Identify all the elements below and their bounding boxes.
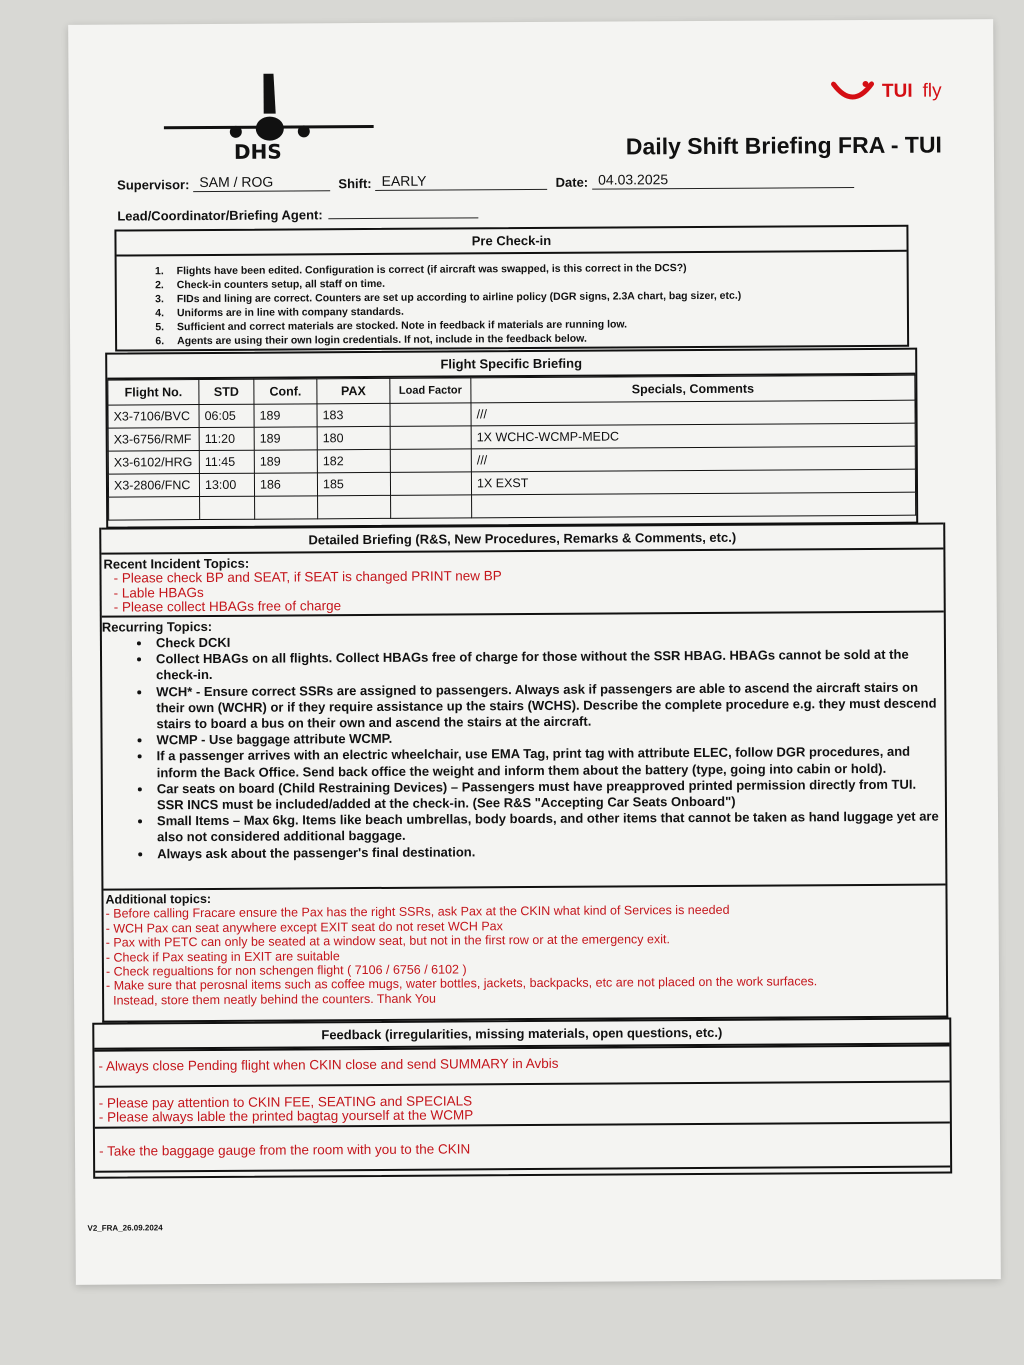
recent-item: - Lable HBAGs (113, 584, 204, 601)
additional-item: Instead, store them neatly behind the counters. Thank You (106, 991, 437, 1008)
cell-flight: X3-7106/BVC (108, 405, 199, 429)
feedback-text: - Please pay attention to CKIN FEE, SEATING and SPECIALS (98, 1093, 473, 1111)
cell-conf: 189 (254, 404, 317, 427)
cell-flight: X3-2806/FNC (108, 474, 199, 498)
additional-item: - Check regualtions for non schengen flight ( 7106 / 6756 / 6102 ) (105, 962, 467, 979)
cell-pax: 185 (317, 472, 390, 495)
feedback-row (94, 1044, 949, 1085)
cell-std: 11:45 (199, 450, 254, 473)
date-value: 04.03.2025 (592, 170, 854, 190)
additional-item: - Pax with PETC can only be seated at a window seat, but not in the first row or at the emergency exit. (105, 932, 670, 950)
cell-flight (109, 497, 200, 521)
flight-briefing-title: Flight Specific Briefing (107, 350, 915, 380)
supervisor-value: SAM / ROG (193, 173, 330, 192)
cell-load-factor (390, 472, 471, 495)
list-item: • Car seats on board (Child Restraining Devices) – Passengers must have preapproved printed permission directly from TUI. SSR INCS must be included/added at the check-in. (See R&S "Accepting Car Seats Onboard") (153, 776, 939, 813)
list-item: • Collect HBAGs on all flights. Collect HBAGs free of charge for those without the SSR HBAG. HBAGs cannot be sold at the check-in. (152, 647, 938, 684)
additional-item: - Check if Pax seating in EXIT are suitable (105, 948, 340, 965)
list-item: 2. Check-in counters setup, all staff on time. (167, 274, 907, 293)
cell-flight: X3-6756/RMF (108, 428, 199, 452)
recurring-list (102, 631, 939, 863)
cell-std: 13:00 (199, 473, 254, 496)
feedback-text: - Please always lable the printed bagtag yourself at the WCMP (98, 1107, 474, 1125)
dhs-text: DHS (233, 139, 282, 164)
cell-specials: /// (471, 446, 915, 472)
recent-heading: Recent Incident Topics: (103, 555, 250, 572)
pre-checkin-list (167, 260, 907, 349)
col-load-factor: Load Factor (390, 378, 471, 403)
feedback-title: Feedback (irregularities, missing materials, open questions, etc.) (94, 1019, 949, 1049)
recent-item: - Please collect HBAGs free of charge (113, 598, 342, 615)
supervisor-label: Supervisor: (117, 177, 190, 193)
list-item: • Small Items – Max 6kg. Items like beach umbrellas, body boards, and other items that cannot be taken as hand luggage yet are also not considered additional baggage. (153, 809, 939, 846)
list-item: 1. Flights have been edited. Configuration is correct (if aircraft was swapped, is this correct in the DCS?) (167, 260, 907, 279)
list-item: • Always ask about the passenger's final destination. (153, 841, 939, 862)
col-conf: Conf. (254, 379, 317, 404)
airplane-icon (163, 73, 374, 164)
additional-heading: Additional topics: (105, 891, 212, 907)
table-row (109, 492, 916, 520)
feedback-row-blank (95, 1165, 950, 1190)
header-fields (117, 170, 862, 193)
cell-load-factor (391, 495, 472, 518)
cell-specials: 1X EXST (471, 469, 915, 495)
additional-item: - Before calling Fracare ensure the Pax has the right SSRs, ask Pax at the CKIN what kind of Services is needed (105, 903, 730, 922)
cell-pax: 180 (317, 426, 390, 449)
cell-specials: 1X WCHC-WCMP-MEDC (471, 423, 915, 449)
list-item: 4. Uniforms are in line with company standards. (167, 302, 907, 321)
flight-briefing-box (105, 348, 918, 529)
feedback-text: - Always close Pending flight when CKIN close and send SUMMARY in Avbis (98, 1055, 559, 1074)
feedback-box (92, 1017, 952, 1178)
version-label: V2_FRA_26.09.2024 (87, 1223, 163, 1233)
cell-specials (472, 492, 916, 518)
list-item: • Check DCKI (152, 631, 938, 652)
lead-field (117, 205, 478, 223)
shift-value: EARLY (376, 172, 548, 191)
lead-label: Lead/Coordinator/Briefing Agent: (117, 207, 323, 224)
additional-item: - WCH Pax can seat anywhere except EXIT seat do not reset WCH Pax (105, 919, 503, 936)
col-std: STD (199, 379, 254, 404)
lead-blank (329, 205, 479, 219)
detailed-briefing-box (99, 522, 948, 1022)
cell-flight: X3-6102/HRG (108, 451, 199, 475)
cell-specials: /// (471, 400, 915, 426)
tui-brand: TUI (881, 80, 913, 102)
cell-std: 11:20 (199, 427, 254, 450)
cell-conf: 189 (254, 427, 317, 450)
page-title: Daily Shift Briefing FRA - TUI (625, 131, 942, 160)
cell-load-factor (390, 449, 471, 472)
briefing-sheet (68, 19, 1001, 1285)
pre-checkin-box (114, 225, 909, 352)
recurring-heading: Recurring Topics: (101, 618, 213, 635)
flight-table (107, 375, 916, 521)
recent-item: - Please check BP and SEAT, if SEAT is changed PRINT new BP (113, 568, 502, 586)
col-pax: PAX (317, 378, 390, 403)
list-item: • WCH* - Ensure correct SSRs are assigned to passengers. Always ask if passengers are able to ascend the aircraft stairs on their own (WCHR) or if they require assistance up the stairs (WCHS). Describe the complete procedure e.g. they must descend stairs to board a bus on their own and ascend the stairs at the aircraft. (152, 679, 938, 732)
cell-load-factor (390, 403, 471, 426)
tui-logo (830, 80, 942, 105)
recent-incidents (101, 550, 943, 618)
list-item: • If a passenger arrives with an electric wheelchair, use EMA Tag, print tag with attribute ELEC, follow DGR procedures, and inform the Back Office. Send back office the weight and inform them about the battery (type, going into cabin or hold). (153, 744, 939, 781)
date-label: Date: (555, 174, 589, 190)
additional-topics (103, 885, 946, 1007)
additional-item: - Make sure that perosnal items such as coffee mugs, water bottles, jackets, backpacks, etc are not placed on the work surfaces. (105, 974, 818, 994)
feedback-row (95, 1080, 950, 1126)
feedback-text: - Take the baggage gauge from the room with you to the CKIN (98, 1141, 471, 1159)
cell-conf: 186 (254, 473, 317, 496)
pre-checkin-title: Pre Check-in (116, 227, 906, 257)
detailed-briefing-title: Detailed Briefing (R&S, New Procedures, Remarks & Comments, etc.) (101, 523, 943, 555)
list-item: 5. Sufficient and correct materials are stocked. Note in feedback if materials are running low. (167, 316, 907, 335)
cell-pax: 183 (317, 403, 390, 426)
tui-fly: fly (922, 80, 942, 102)
cell-pax (318, 495, 391, 518)
list-item: 3. FIDs and lining are correct. Counters are set up according to airline policy (DGR signs, 2.3A chart, bag sizer, etc.) (167, 288, 907, 307)
cell-pax: 182 (317, 449, 390, 472)
col-flight: Flight No. (108, 380, 199, 406)
recurring-topics (102, 612, 946, 890)
cell-std: 06:05 (199, 404, 254, 427)
cell-conf (255, 496, 318, 519)
cell-std (200, 496, 255, 519)
shift-label: Shift: (338, 175, 372, 192)
cell-load-factor (390, 426, 471, 449)
col-specials: Specials, Comments (471, 375, 915, 403)
feedback-row (95, 1121, 950, 1170)
list-item: 6. Agents are using their own login credentials. If not, include in the feedback below. (167, 330, 907, 349)
list-item: • WCMP - Use baggage attribute WCMP. (152, 728, 938, 749)
tui-smile-icon (830, 80, 876, 104)
cell-conf: 189 (254, 450, 317, 473)
